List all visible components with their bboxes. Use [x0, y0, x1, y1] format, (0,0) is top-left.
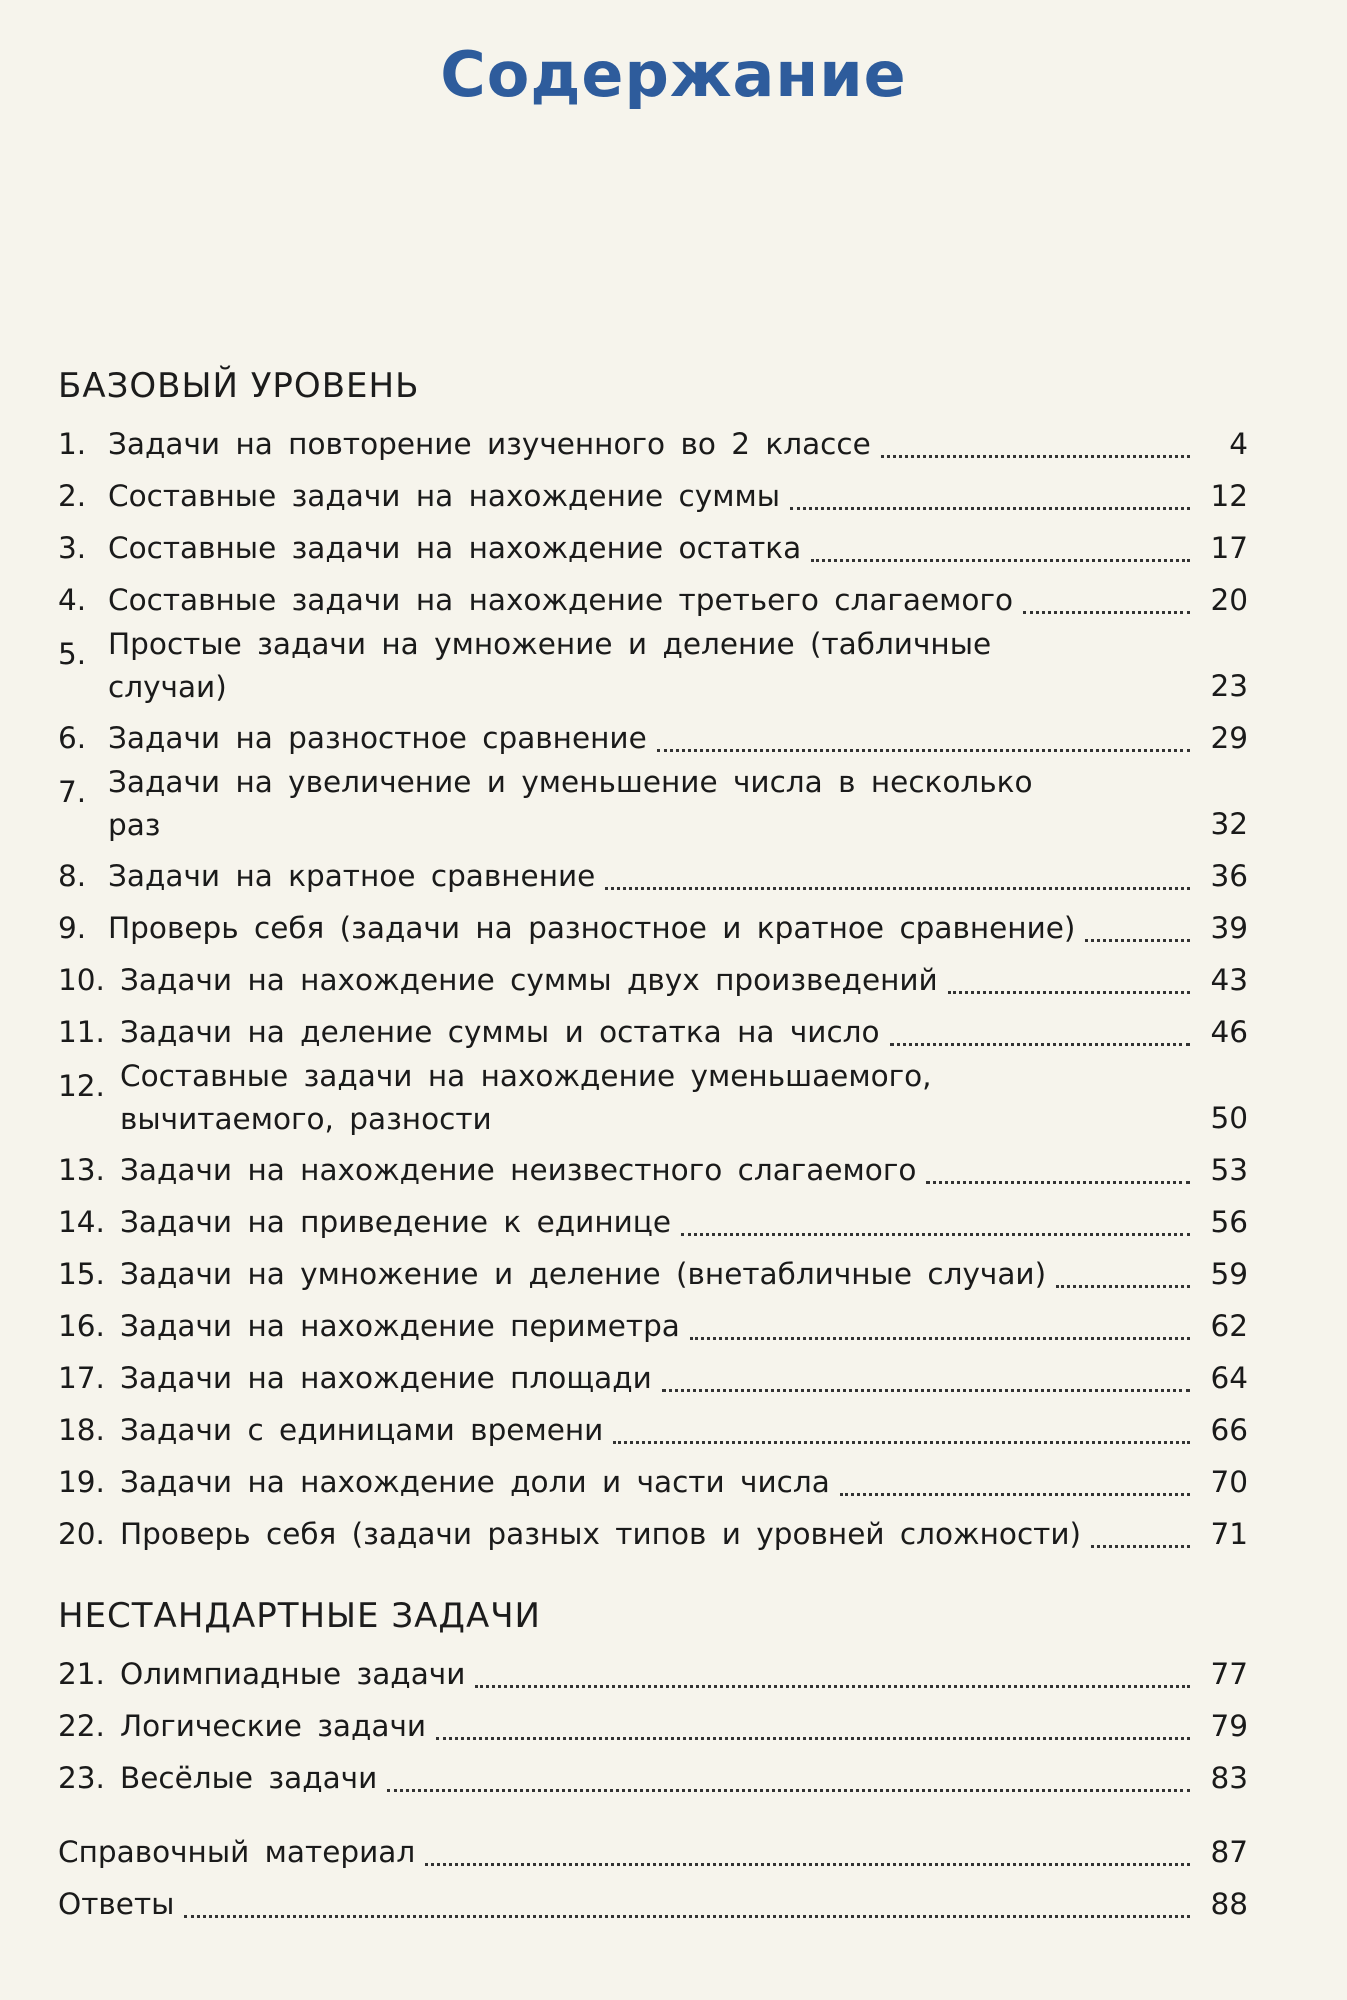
leader-dots: [605, 887, 1190, 890]
toc-item-title: Логические задачи: [120, 1709, 427, 1743]
toc-item[interactable]: 19. Задачи на нахождение доли и части числа 70: [58, 1456, 1248, 1508]
toc-item-title: Составные задачи на нахождение третьего слагаемого: [108, 583, 1013, 617]
toc-page-number: 64: [1210, 1361, 1248, 1395]
toc-item-title: Задачи на нахождение доли и части числа: [120, 1465, 830, 1499]
toc-item[interactable]: 17. Задачи на нахождение площади 64: [58, 1352, 1248, 1404]
toc-item[interactable]: 7. Задачи на увеличение и уменьшение числа в несколько раз 32: [58, 764, 1248, 850]
toc-item-title: Задачи на нахождение неизвестного слагаемого: [120, 1153, 917, 1187]
toc-page-number: 17: [1210, 531, 1248, 565]
toc-item[interactable]: 11. Задачи на деление суммы и остатка на число 46: [58, 1006, 1248, 1058]
leader-dots: [890, 1043, 1190, 1046]
toc-page-number: 62: [1210, 1309, 1248, 1343]
toc-page-number: 56: [1210, 1205, 1248, 1239]
toc-item[interactable]: 18. Задачи с единицами времени 66: [58, 1404, 1248, 1456]
section-heading-nonstandard: НЕСТАНДАРТНЫЕ ЗАДАЧИ: [58, 1596, 541, 1636]
toc-item-title-cont: раз: [108, 808, 161, 842]
leader-dots: [657, 749, 1190, 752]
toc-item-title: Задачи на умножение и деление (внетабличные случаи): [120, 1257, 1047, 1291]
toc-page-number: 53: [1210, 1153, 1248, 1187]
toc-page-number: 88: [1210, 1887, 1248, 1921]
toc-item-title: Задачи на разностное сравнение: [108, 721, 647, 755]
toc-item-title: Задачи на кратное сравнение: [108, 859, 596, 893]
toc-item-title: Задачи с единицами времени: [120, 1413, 604, 1447]
toc-item[interactable]: 4. Составные задачи на нахождение третьего слагаемого 20: [58, 574, 1248, 626]
toc-item[interactable]: 20. Проверь себя (задачи разных типов и уровней сложности) 71: [58, 1508, 1248, 1560]
toc-page-number: 71: [1210, 1517, 1248, 1551]
leader-dots: [436, 1737, 1190, 1740]
section-heading-basic: БАЗОВЫЙ УРОВЕНЬ: [58, 366, 420, 406]
toc-page-number: 77: [1210, 1657, 1248, 1691]
leader-dots: [840, 1493, 1190, 1496]
toc-list-nonstandard: [58, 1648, 1248, 1804]
toc-list-basic: [58, 418, 1248, 1560]
toc-item[interactable]: 23. Весёлые задачи 83: [58, 1752, 1248, 1804]
toc-page-number: 83: [1210, 1761, 1248, 1795]
toc-item[interactable]: 12. Составные задачи на нахождение уменьшаемого, вычитаемого, разности 50: [58, 1058, 1248, 1144]
toc-page-number: 43: [1210, 963, 1248, 997]
leader-dots: [1056, 1285, 1190, 1288]
toc-item-title: Ответы: [58, 1887, 175, 1921]
toc-item[interactable]: 6. Задачи на разностное сравнение 29: [58, 712, 1248, 764]
toc-page-number: 36: [1210, 859, 1248, 893]
toc-page-number: 23: [1210, 669, 1248, 703]
toc-item[interactable]: 5. Простые задачи на умножение и деление (табличные случаи) 23: [58, 626, 1248, 712]
toc-page-number: 50: [1210, 1101, 1248, 1135]
toc-page-number: 32: [1210, 807, 1248, 841]
toc-page-number: 79: [1210, 1709, 1248, 1743]
toc-item-reference[interactable]: [58, 1826, 1248, 1878]
toc-item-title: Задачи на приведение к единице: [120, 1205, 672, 1239]
leader-dots: [1023, 611, 1190, 614]
toc-item-title: Задачи на нахождение периметра: [120, 1309, 680, 1343]
leader-dots: [790, 507, 1190, 510]
toc-item-title: Проверь себя (задачи разных типов и уровней сложности): [120, 1517, 1082, 1551]
leader-dots: [926, 1181, 1190, 1184]
toc-page-number: 66: [1210, 1413, 1248, 1447]
toc-item[interactable]: 21. Олимпиадные задачи 77: [58, 1648, 1248, 1700]
toc-item[interactable]: 14. Задачи на приведение к единице 56: [58, 1196, 1248, 1248]
toc-item[interactable]: 10. Задачи на нахождение суммы двух произведений 43: [58, 954, 1248, 1006]
toc-item[interactable]: 16. Задачи на нахождение периметра 62: [58, 1300, 1248, 1352]
leader-dots: [1091, 1545, 1190, 1548]
toc-item-answers[interactable]: [58, 1878, 1248, 1930]
toc-item[interactable]: 13. Задачи на нахождение неизвестного слагаемого 53: [58, 1144, 1248, 1196]
toc-page-number: 70: [1210, 1465, 1248, 1499]
leader-dots: [1085, 939, 1190, 942]
leader-dots: [425, 1863, 1190, 1866]
toc-item[interactable]: 3. Составные задачи на нахождение остатка 17: [58, 522, 1248, 574]
toc-item-title-cont: вычитаемого, разности: [120, 1102, 492, 1136]
toc-item-title: Справочный материал: [58, 1835, 416, 1869]
leader-dots: [881, 455, 1190, 458]
leader-dots: [948, 991, 1190, 994]
toc-item-title: Задачи на нахождение суммы двух произведений: [120, 963, 938, 997]
toc-item-title: Олимпиадные задачи: [120, 1657, 466, 1691]
toc-page-number: 12: [1210, 479, 1248, 513]
toc-page-number: 4: [1229, 427, 1248, 461]
toc-page-number: 59: [1210, 1257, 1248, 1291]
leader-dots: [662, 1389, 1190, 1392]
toc-page-number: 39: [1210, 911, 1248, 945]
toc-page-number: 29: [1210, 721, 1248, 755]
toc-item[interactable]: 22. Логические задачи 79: [58, 1700, 1248, 1752]
toc-item-title: Задачи на деление суммы и остатка на число: [120, 1015, 880, 1049]
leader-dots: [184, 1915, 1190, 1918]
leader-dots: [613, 1441, 1190, 1444]
toc-page-number: 20: [1210, 583, 1248, 617]
leader-dots: [681, 1233, 1190, 1236]
toc-page-number: 87: [1210, 1835, 1248, 1869]
toc-item-title: Составные задачи на нахождение остатка: [108, 531, 802, 565]
toc-item-title: Составные задачи на нахождение суммы: [108, 479, 781, 513]
toc-item-title: Задачи на повторение изученного во 2 классе: [108, 427, 871, 461]
toc-item-title: Задачи на увеличение и уменьшение числа в несколько: [108, 765, 1033, 799]
toc-item[interactable]: 8. Задачи на кратное сравнение 36: [58, 850, 1248, 902]
toc-item[interactable]: 15. Задачи на умножение и деление (внетабличные случаи) 59: [58, 1248, 1248, 1300]
page-title: Содержание: [440, 38, 907, 111]
toc-item-title: Проверь себя (задачи на разностное и кратное сравнение): [108, 911, 1076, 945]
leader-dots: [811, 559, 1190, 562]
toc-item-title: Составные задачи на нахождение уменьшаемого,: [120, 1059, 932, 1093]
leader-dots: [387, 1789, 1190, 1792]
toc-item[interactable]: 2. Составные задачи на нахождение суммы 12: [58, 470, 1248, 522]
toc-item-title: Простые задачи на умножение и деление (табличные: [108, 627, 992, 661]
toc-page-number: 46: [1210, 1015, 1248, 1049]
toc-item-title-cont: случаи): [108, 670, 227, 704]
toc-item[interactable]: 9. Проверь себя (задачи на разностное и кратное сравнение) 39: [58, 902, 1248, 954]
leader-dots: [475, 1685, 1190, 1688]
leader-dots: [690, 1337, 1190, 1340]
toc-item-title: Весёлые задачи: [120, 1761, 378, 1795]
toc-list-extras: [58, 1826, 1248, 1930]
toc-item-title: Задачи на нахождение площади: [120, 1361, 652, 1395]
toc-item[interactable]: 1. Задачи на повторение изученного во 2 классе 4: [58, 418, 1248, 470]
